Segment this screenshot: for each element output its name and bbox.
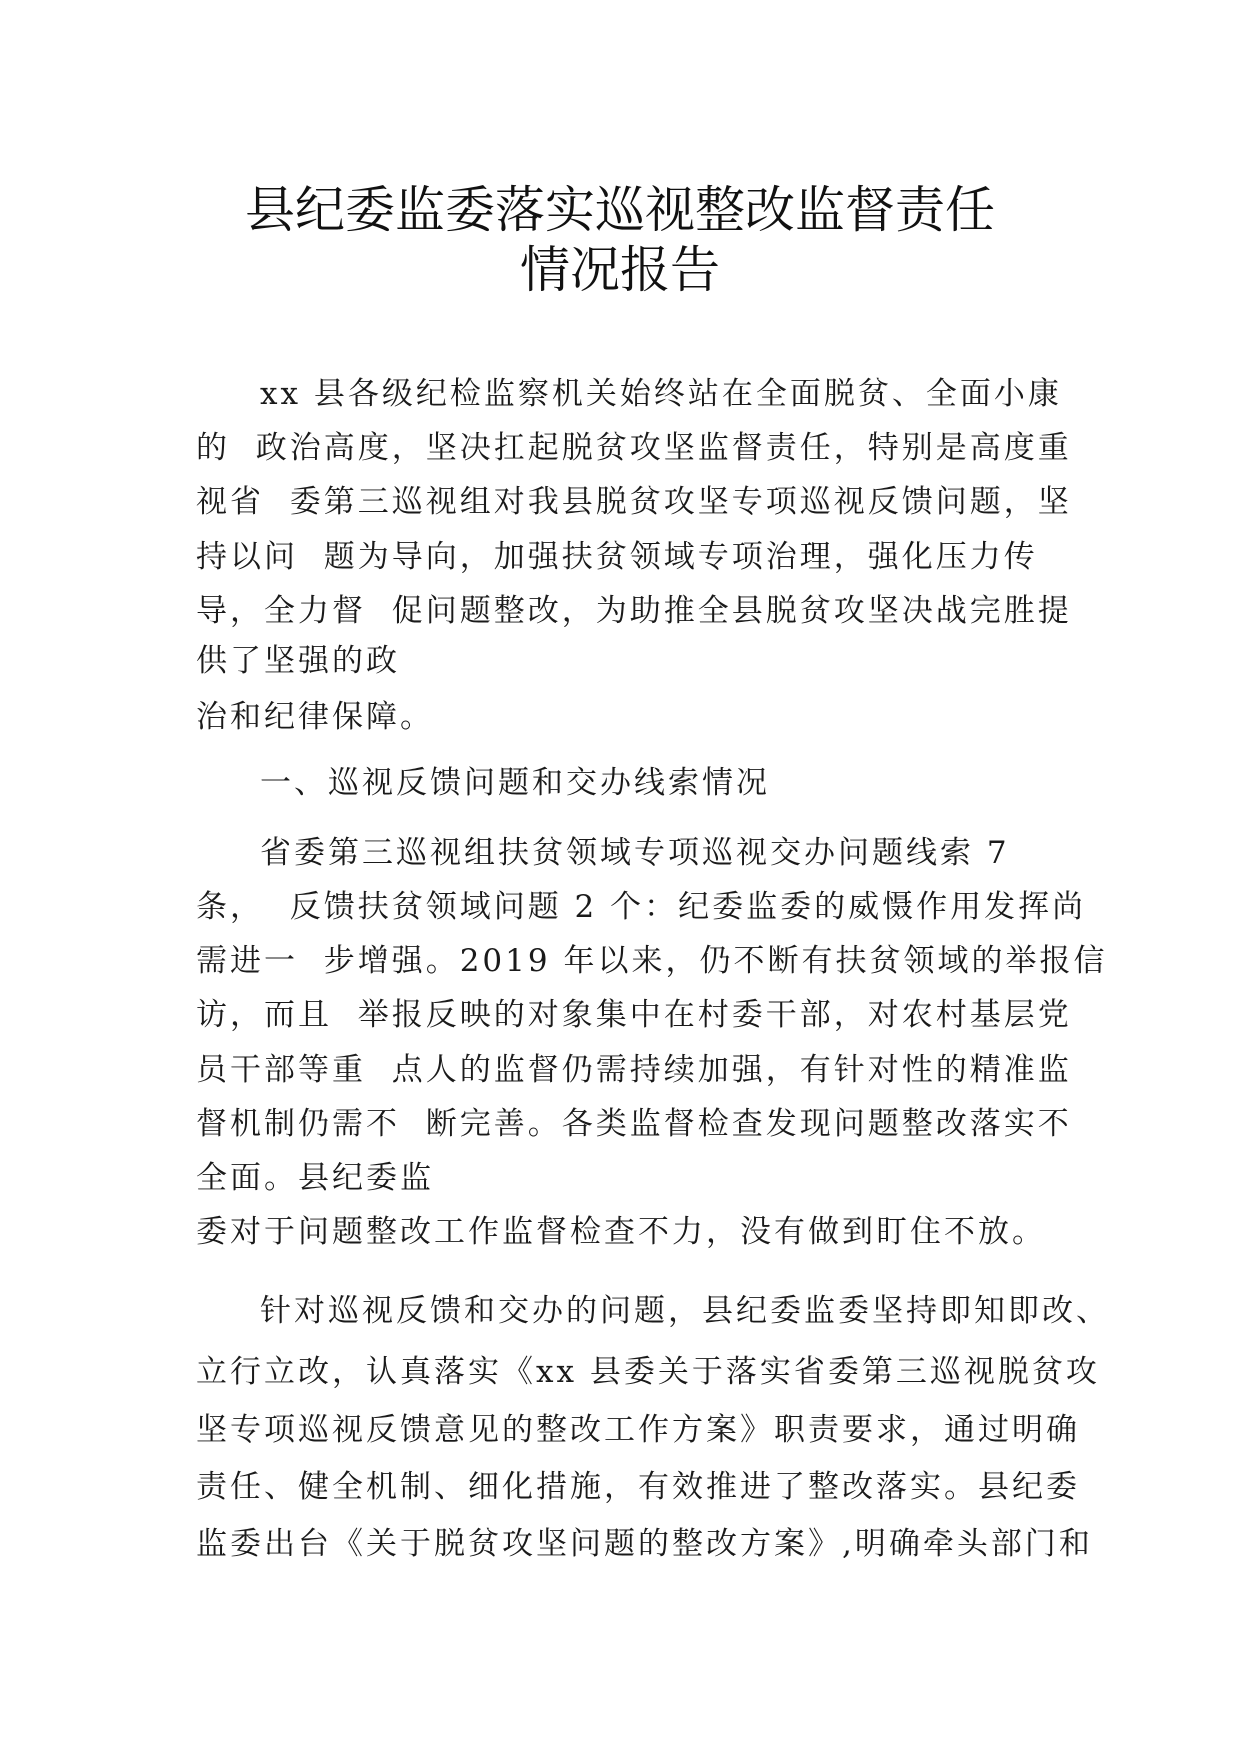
paragraph-line: 责任、健全机制、细化措施，有效推进了整改落实。县纪委 bbox=[196, 1469, 1080, 1505]
paragraph-line: 监委出台《关于脱贫攻坚问题的整改方案》,明确牵头部门和 bbox=[196, 1526, 1093, 1562]
paragraph-line: xx 县各级纪检监察机关始终站在全面脱贫、全面小康 bbox=[260, 376, 1062, 412]
paragraph-line: 需进一 步增强。2019 年以来，仍不断有扶贫领域的举报信 bbox=[196, 943, 1108, 979]
paragraph-line: 员干部等重 点人的监督仍需持续加强，有针对性的精准监 bbox=[196, 1052, 1072, 1088]
paragraph-line: 供了坚强的政 bbox=[196, 643, 400, 679]
paragraph-line: 针对巡视反馈和交办的问题，县纪委监委坚持即知即改、 bbox=[260, 1293, 1110, 1329]
paragraph-line: 督机制仍需不 断完善。各类监督检查发现问题整改落实不 bbox=[196, 1106, 1072, 1142]
paragraph-line: 治和纪律保障。 bbox=[196, 699, 434, 735]
paragraph-line: 省委第三巡视组扶贫领域专项巡视交办问题线索 7 bbox=[260, 835, 1010, 871]
paragraph-line: 立行立改，认真落实《xx 县委关于落实省委第三巡视脱贫攻 bbox=[196, 1354, 1100, 1390]
paragraph-line: 的 政治高度，坚决扛起脱贫攻坚监督责任，特别是高度重 bbox=[196, 430, 1072, 466]
paragraph-line: 全面。县纪委监 bbox=[196, 1160, 434, 1196]
section-heading: 一、巡视反馈问题和交办线索情况 bbox=[260, 765, 770, 801]
paragraph-line: 持以问 题为导向，加强扶贫领域专项治理，强化压力传 bbox=[196, 539, 1038, 575]
paragraph-line: 导，全力督 促问题整改，为助推全县脱贫攻坚决战完胜提 bbox=[196, 593, 1072, 629]
paragraph-line: 访，而且 举报反映的对象集中在村委干部，对农村基层党 bbox=[196, 997, 1072, 1033]
document-title-line-1: 县纪委监委落实巡视整改监督责任 bbox=[245, 181, 995, 239]
document-title-line-2: 情况报告 bbox=[520, 241, 720, 299]
paragraph-line: 坚专项巡视反馈意见的整改工作方案》职责要求，通过明确 bbox=[196, 1412, 1080, 1448]
paragraph-line: 委对于问题整改工作监督检查不力，没有做到盯住不放。 bbox=[196, 1214, 1046, 1250]
paragraph-line: 条， 反馈扶贫领域问题 2 个：纪委监委的威慑作用发挥尚 bbox=[196, 889, 1087, 925]
paragraph-line: 视省 委第三巡视组对我县脱贫攻坚专项巡视反馈问题，坚 bbox=[196, 484, 1072, 520]
